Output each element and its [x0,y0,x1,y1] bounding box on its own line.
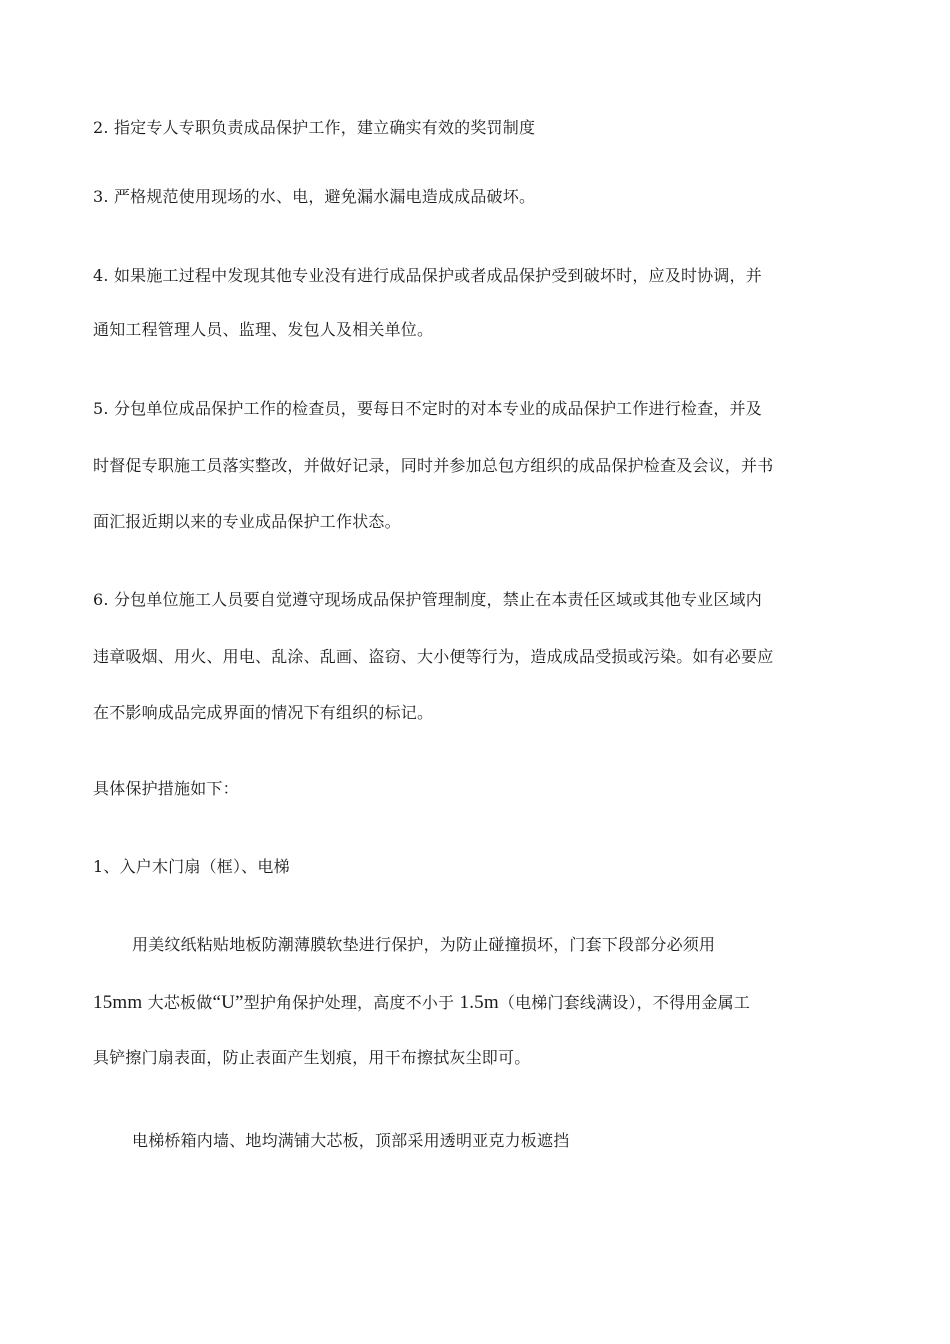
item-1-body-line-2 [93,993,750,1013]
item-1-body-line-3: 具铲擦门扇表面，防止表面产生划痕，用干布擦拭灰尘即可。 [93,1048,531,1067]
elevator-note: 电梯桥箱内墙、地均满铺大芯板，顶部采用透明亚克力板遮挡 [132,1131,570,1150]
u-shape-label: “U” [212,992,244,1013]
paragraph-6-line-3: 在不影响成品完成界面的情况下有组织的标记。 [93,703,434,722]
paragraph-2: 2. 指定专人专职负责成品保护工作，建立确实有效的奖罚制度 [93,118,536,137]
dimension-15mm: 15mm [93,992,143,1013]
measures-heading: 具体保护措施如下： [93,779,239,798]
item-1-body-line-1: 用美纹纸粘贴地板防潮薄膜软垫进行保护，为防止碰撞损坏，门套下段部分必须用 [132,935,716,954]
text-segment: 大芯板做 [142,993,213,1012]
paragraph-5-line-3: 面汇报近期以来的专业成品保护工作状态。 [93,512,401,531]
paragraph-5-line-1: 5. 分包单位成品保护工作的检查员，要每日不定时的对本专业的成品保护工作进行检查，并及 [93,399,762,418]
paragraph-3: 3. 严格规范使用现场的水、电，避免漏水漏电造成成品破坏。 [93,187,536,206]
paragraph-6-line-2: 违章吸烟、用火、用电、乱涂、乱画、盗窃、大小便等行为，造成成品受损或污染。如有必要应 [93,647,774,666]
height-1-5m: 1.5m [459,992,499,1013]
paragraph-5-line-2: 时督促专职施工员落实整改，并做好记录，同时并参加总包方组织的成品保护检查及会议，并书 [93,456,774,475]
paragraph-4-line-2: 通知工程管理人员、监理、发包人及相关单位。 [93,320,434,339]
text-segment: （电梯门套线满设），不得用金属工 [498,993,751,1012]
paragraph-6-line-1: 6. 分包单位施工人员要自觉遵守现场成品保护管理制度，禁止在本责任区域或其他专业区域内 [93,590,762,609]
item-1-heading: 1、入户木门扇（框）、电梯 [93,857,290,876]
text-segment: 型护角保护处理，高度不小于 [243,993,460,1012]
paragraph-4-line-1: 4. 如果施工过程中发现其他专业没有进行成品保护或者成品保护受到破坏时，应及时协调，并 [93,266,762,285]
